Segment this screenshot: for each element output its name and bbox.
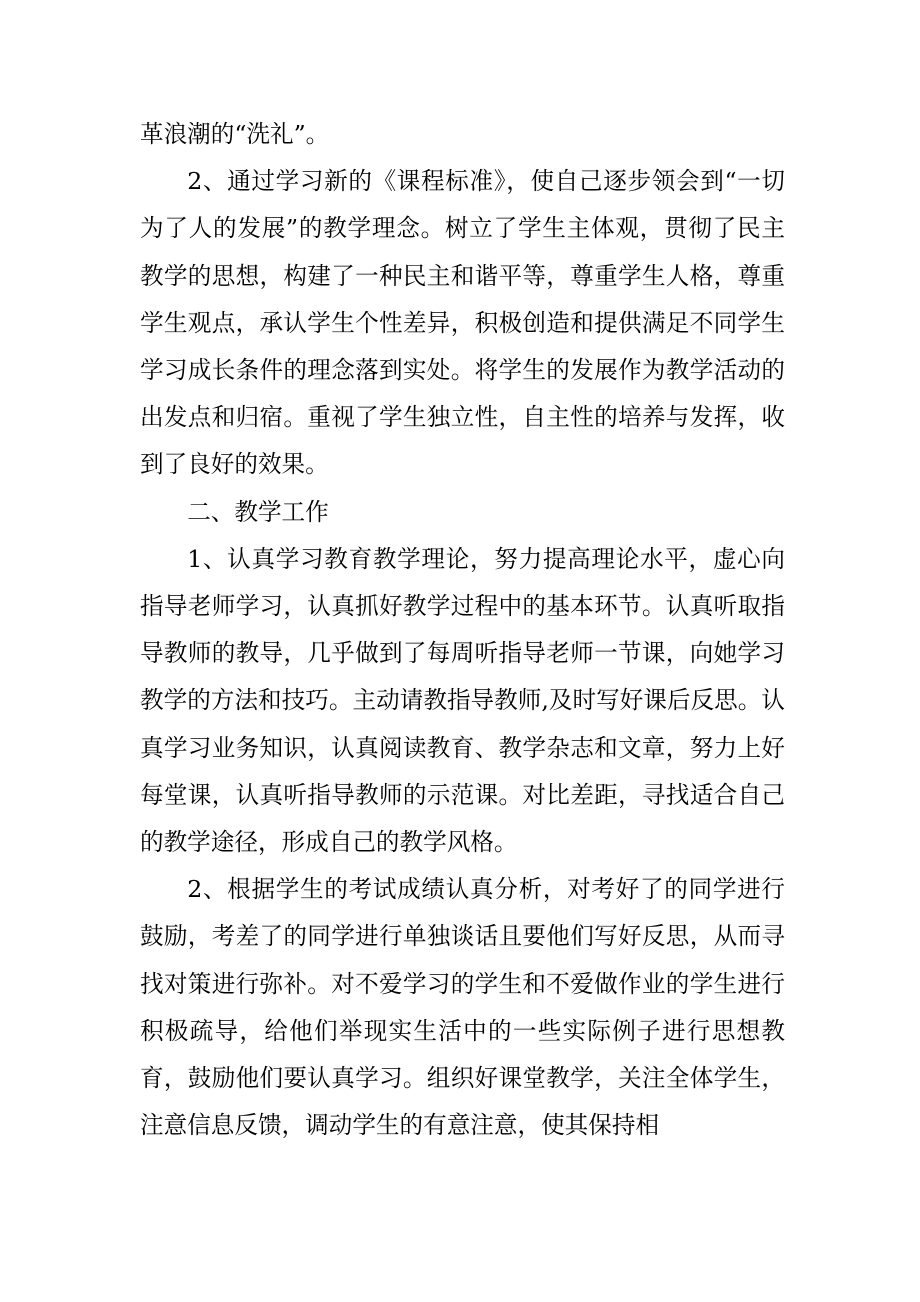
section-heading-teaching-work: 二、教学工作 [187, 497, 329, 526]
paragraph-curriculum-standard: 2、通过学习新的《课程标准》，使自己逐步领会到“一切为了人的发展”的教学理念。树立了学生主体观，贯彻了民主教学的思想，构建了一种民主和谐平等，尊重学生人格，尊重学生观点，承认学生个性差异，积极创造和提供满足不同学生学习成长条件的理念落到实处。将学生的发展作为教学活动的出发点和归宿。重视了学生独立性，自主性的培养与发挥，收到了良好的效果。 [140, 167, 785, 479]
paragraph-teaching-theory: 1、认真学习教育教学理论，努力提高理论水平，虚心向指导老师学习，认真抓好教学过程中的基本环节。认真听取指导教师的教导，几乎做到了每周听指导老师一节课，向她学习教学的方法和技巧。主动请教指导教师,及时写好课后反思。认真学习业务知识，认真阅读教育、教学杂志和文章，努力上好每堂课，认真听指导教师的示范课。对比差距，寻找适合自己的教学途径，形成自己的教学风格。 [140, 544, 785, 857]
document-body [140, 111, 785, 1149]
paragraph-continuation: 革浪潮的“洗礼”。 [140, 120, 330, 148]
paragraph-exam-analysis: 2、根据学生的考试成绩认真分析，对考好了的同学进行鼓励，考差了的同学进行单独谈话且要他们写好反思，从而寻找对策进行弥补。对不爱学习的学生和不爱做作业的学生进行积极疏导，给他们举现实生活中的一些实际例子进行思想教育，鼓励他们要认真学习。组织好课堂教学，关注全体学生，注意信息反馈，调动学生的有意注意，使其保持相 [140, 875, 785, 1140]
